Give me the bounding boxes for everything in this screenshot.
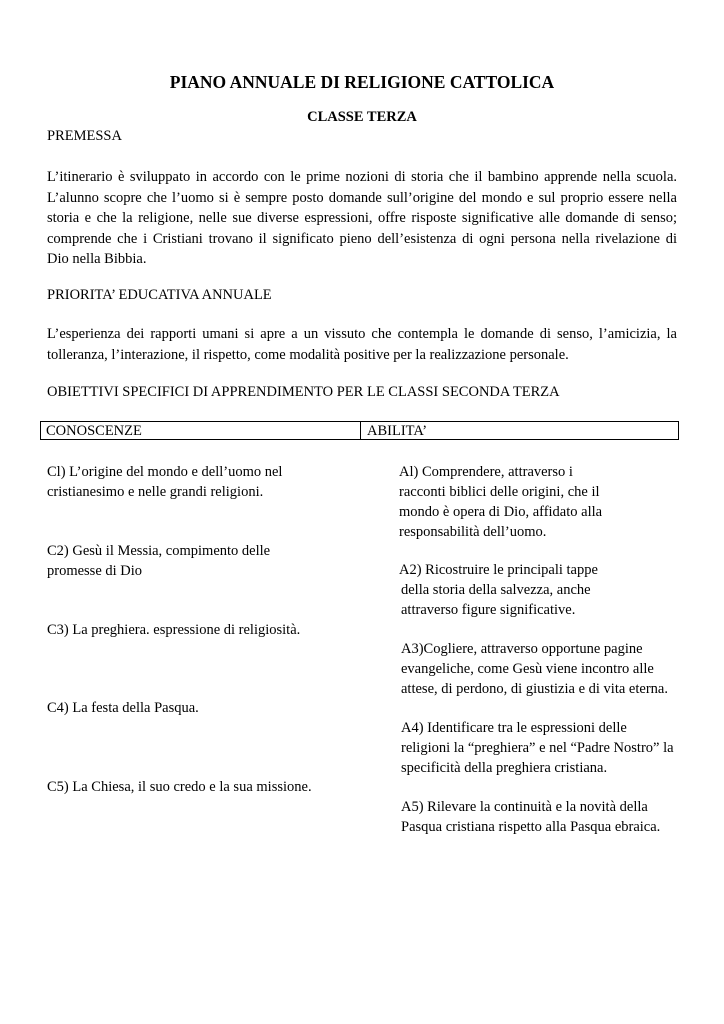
- conoscenze-header: CONOSCENZE: [46, 423, 142, 439]
- paragraph-line: L’alunno scopre che l’uomo si è sempre posto domande sull’origine del mondo e sul proprio essere nella: [47, 189, 677, 206]
- item-line: C2) Gesù il Messia, compimento delle: [47, 543, 271, 559]
- obiettivi-heading: OBIETTIVI SPECIFICI DI APPRENDIMENTO PER LE CLASSI SECONDA TERZA: [47, 384, 560, 400]
- objectives-table-header: [40, 421, 679, 440]
- item-line: specificità della preghiera cristiana.: [401, 760, 608, 776]
- item-line: della storia della salvezza, anche: [401, 582, 591, 598]
- item-line: Al) Comprendere, attraverso i: [399, 464, 573, 480]
- item-line: A4) Identificare tra le espressioni delle: [401, 720, 627, 736]
- item-line: attraverso figure significative.: [401, 602, 576, 618]
- item-line: A2) Ricostruire le principali tappe: [399, 562, 598, 578]
- priorita-heading: PRIORITA’ EDUCATIVA ANNUALE: [47, 287, 272, 303]
- conoscenza-item-c4: [47, 698, 199, 718]
- conoscenza-item-c1: [47, 462, 282, 502]
- paragraph-line: L’esperienza dei rapporti umani si apre a un vissuto che contempla le domande di senso, l’amicizia, la: [47, 326, 677, 342]
- item-line: evangeliche, come Gesù viene incontro alle: [401, 661, 654, 677]
- paragraph-line: L’itinerario è sviluppato in accordo con le prime nozioni di storia che il bambino apprende nella scuola.: [47, 169, 677, 185]
- item-line: responsabilità dell’uomo.: [399, 524, 547, 540]
- conoscenza-item-c5: [47, 777, 312, 797]
- conoscenza-item-c3: [47, 620, 300, 640]
- column-divider: [360, 422, 361, 439]
- item-line: cristianesimo e nelle grandi religioni.: [47, 484, 264, 500]
- abilita-item-a5: [401, 797, 660, 837]
- document-title: PIANO ANNUALE DI RELIGIONE CATTOLICA: [169, 72, 555, 92]
- abilita-item-a1: [399, 462, 602, 542]
- item-line: mondo è opera di Dio, affidato alla: [399, 504, 603, 520]
- paragraph-line: Dio nella Bibbia.: [47, 251, 147, 267]
- paragraph-line: tolleranza, l’interazione, il rispetto, come modalità positive per la realizzazione personale.: [47, 346, 569, 363]
- conoscenza-item-c2: [47, 541, 270, 581]
- abilita-item-a3: [401, 639, 668, 699]
- item-line: attese, di perdono, di giustizia e di vita eterna.: [401, 681, 668, 697]
- abilita-item-a4: [401, 718, 674, 778]
- document-subtitle: CLASSE TERZA: [307, 109, 417, 125]
- paragraph-line: comprende che i Cristiani trovano il significato pieno dell’esistenza di ogni persona nella rivelazione di: [47, 230, 677, 247]
- priorita-paragraph: [47, 324, 677, 365]
- paragraph-line: storia e che la religione, nelle sue diverse espressioni, offre risposte significative alle domande di senso;: [47, 210, 677, 226]
- item-line: C4) La festa della Pasqua.: [47, 700, 199, 716]
- item-line: Pasqua cristiana rispetto alla Pasqua ebraica.: [401, 819, 661, 835]
- premessa-heading: PREMESSA: [47, 128, 122, 144]
- item-line: religioni la “preghiera” e nel “Padre Nostro” la: [401, 740, 674, 756]
- item-line: A3)Cogliere, attraverso opportune pagine: [401, 641, 643, 657]
- item-line: Cl) L’origine del mondo e dell’uomo nel: [47, 464, 283, 480]
- abilita-header: ABILITA’: [367, 423, 428, 439]
- item-line: C3) La preghiera. espressione di religiosità.: [47, 622, 301, 638]
- abilita-item-a2: [399, 560, 598, 620]
- premessa-paragraph: [47, 167, 677, 270]
- item-line: racconti biblici delle origini, che il: [399, 484, 600, 500]
- item-line: C5) La Chiesa, il suo credo e la sua missione.: [47, 779, 312, 795]
- item-line: A5) Rilevare la continuità e la novità della: [401, 799, 648, 815]
- item-line: promesse di Dio: [47, 563, 143, 579]
